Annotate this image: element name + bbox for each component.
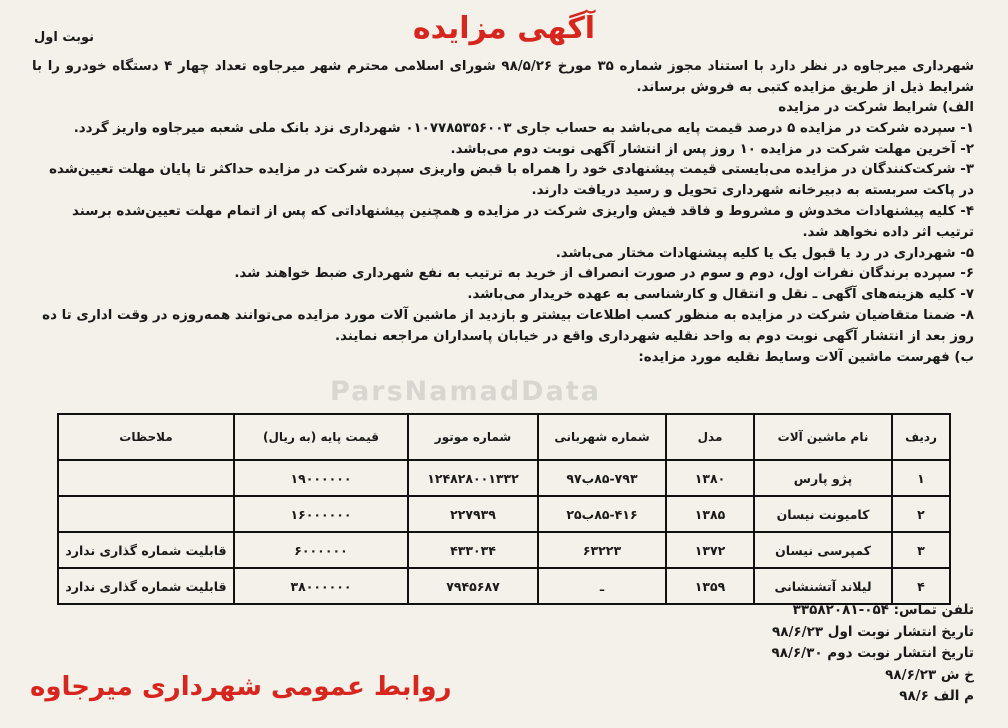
cell-engine-number: ۷۹۴۵۶۸۷: [408, 568, 538, 604]
cell-vehicle-name: لیلاند آتشنشانی: [754, 568, 892, 604]
cell-plate-number: ۸۵-۴۱۶ب۲۵: [538, 496, 666, 532]
cell-row-number: ۴: [892, 568, 950, 604]
table-row: [58, 460, 950, 496]
table-row: [58, 568, 950, 604]
cell-model: ۱۳۷۲: [666, 532, 754, 568]
condition-4: ۴- کلیه پیشنهادات مخدوش و مشروط و فاقد فیش واریزی شرکت در مزایده و همچنین پیشنهاداتی که پس از اتمام مهلت تعیین‌شده برسند ترتیب اثر داده نخواهد شد.: [72, 203, 974, 240]
watermark-text: ParsNamadData: [330, 376, 601, 407]
section-a-heading: الف) شرایط شرکت در مزایده: [778, 100, 974, 115]
condition-7: ۷- کلیه هزینه‌های آگهی ـ نقل و انتقال و کارشناسی به عهده خریدار می‌باشد.: [467, 287, 974, 303]
condition-3: ۳- شرکت‌کنندگان در مزایده می‌بایستی قیمت پیشنهادی خود را همراه با قبض واریزی سپرده شرکت در مزایده حداکثر تا پایان مهلت تعیین‌شده در پاکت سربسته به دبیرخانه شهرداری تحویل و رسید دریافت دارند.: [49, 162, 974, 199]
cell-vehicle-name: کمپرسی نیسان: [754, 532, 892, 568]
cell-vehicle-name: کامیونت نیسان: [754, 496, 892, 532]
cell-base-price: ۱۹۰۰۰۰۰۰: [234, 460, 408, 496]
edition-label: نوبت اول: [34, 30, 95, 45]
table-row: [58, 532, 950, 568]
signature: روابط عمومی شهرداری میرجاوه: [30, 672, 452, 702]
cell-plate-number: ـ: [538, 568, 666, 604]
cell-base-price: ۶۰۰۰۰۰۰: [234, 532, 408, 568]
cell-remarks: قابلیت شماره گذاری ندارد: [58, 532, 234, 568]
col-engine-number: شماره موتور: [408, 414, 538, 460]
cell-engine-number: ۱۲۴۸۲۸۰۰۱۳۳۲: [408, 460, 538, 496]
cell-engine-number: ۴۳۳۰۳۴: [408, 532, 538, 568]
vehicle-table: [57, 413, 951, 605]
cell-remarks: [58, 460, 234, 496]
cell-row-number: ۱: [892, 460, 950, 496]
cell-model: ۱۳۸۵: [666, 496, 754, 532]
col-plate-number: شماره شهربانی: [538, 414, 666, 460]
cell-plate-number: ۶۳۲۲۳: [538, 532, 666, 568]
reference-code: خ ش ۹۸/۶/۲۳: [885, 666, 974, 683]
intro-paragraph: شهرداری میرجاوه در نظر دارد با استناد مجوز شماره ۳۵ مورخ ۹۸/۵/۲۶ شورای اسلامی محترم شهر میرجاوه تعداد چهار ۴ دستگاه خودرو را با شرایط ذیل از طریق مزایده کتبی به فروش برساند.: [32, 59, 975, 95]
contact-phone: تلفن تماس: ۰۵۴-۳۳۵۸۲۰۸۱: [792, 602, 974, 618]
col-base-price: قیمت پایه (به ریال): [234, 414, 408, 460]
col-remarks: ملاحظات: [58, 414, 234, 460]
condition-1: ۱- سپرده شرکت در مزایده ۵ درصد قیمت پایه می‌باشد به حساب جاری ۰۱۰۷۷۸۵۳۵۶۰۰۳ شهرداری نزد بانک ملی شعبه میرجاوه واریز گردد.: [73, 120, 974, 136]
cell-remarks: [58, 496, 234, 532]
cell-base-price: ۳۸۰۰۰۰۰۰: [234, 568, 408, 604]
table-header-row: [58, 414, 950, 460]
contact-info: [772, 600, 974, 708]
ad-code: م الف ۹۸/۶: [899, 688, 974, 704]
second-publish-date: تاریخ انتشار نوبت دوم ۹۸/۶/۳۰: [771, 645, 974, 661]
condition-5: ۵- شهرداری در رد یا قبول یک یا کلیه پیشنهادات مختار می‌باشد.: [555, 245, 974, 261]
notice-title: آگهی مزایده: [412, 11, 596, 46]
cell-row-number: ۳: [892, 532, 950, 568]
section-b-heading: ب) فهرست ماشین آلات وسایط نقلیه مورد مزایده:: [638, 349, 974, 365]
condition-6: ۶- سپرده برندگان نفرات اول، دوم و سوم در صورت انصراف از خرید به ترتیب به نفع شهرداری ضبط خواهند شد.: [234, 266, 974, 282]
condition-2: ۲- آخرین مهلت شرکت در مزایده ۱۰ روز پس از انتشار آگهی نوبت دوم می‌باشد.: [450, 141, 974, 157]
col-vehicle-name: نام ماشین آلات: [754, 414, 892, 460]
condition-8: ۸- ضمنا متقاضیان شرکت در مزایده به منظور کسب اطلاعات بیشتر و بازدید از ماشین آلات مورد مزایده می‌توانند همه‌روزه در وقت اداری تا ده روز بعد از انتشار آگهی نوبت دوم به واحد نقلیه شهرداری واقع در خیابان پاسداران مراجعه نمایند.: [42, 307, 974, 344]
cell-vehicle-name: پژو پارس: [754, 460, 892, 496]
col-row-number: ردیف: [892, 414, 950, 460]
table-row: [58, 496, 950, 532]
first-publish-date: تاریخ انتشار نوبت اول ۹۸/۶/۲۳: [772, 623, 974, 640]
cell-remarks: قابلیت شماره گذاری ندارد: [58, 568, 234, 604]
cell-plate-number: ۸۵-۷۹۳ب۹۷: [538, 460, 666, 496]
cell-base-price: ۱۶۰۰۰۰۰۰: [234, 496, 408, 532]
cell-model: ۱۳۵۹: [666, 568, 754, 604]
cell-row-number: ۲: [892, 496, 950, 532]
col-model: مدل: [666, 414, 754, 460]
cell-engine-number: ۲۲۷۹۳۹: [408, 496, 538, 532]
cell-model: ۱۳۸۰: [666, 460, 754, 496]
